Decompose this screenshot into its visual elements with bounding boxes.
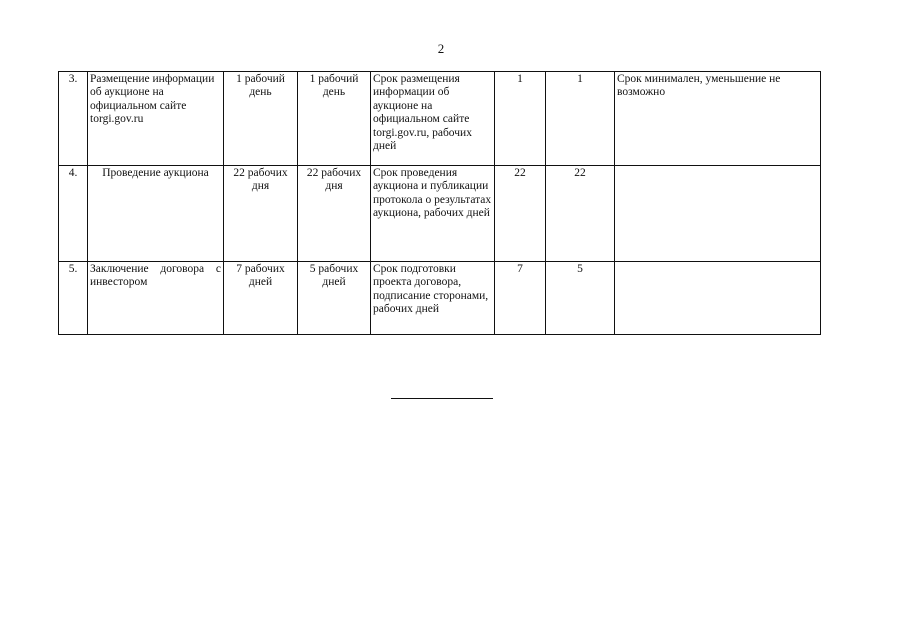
indicator-description: Срок размещения информации об аукционе на официальном сайте torgi.gov.ru, рабочих дней	[371, 72, 495, 166]
table-row	[59, 262, 821, 335]
stage-name: Размещение информации об аукционе на официальном сайте torgi.gov.ru	[88, 72, 224, 166]
stage-name: Проведение аукциона	[88, 166, 224, 262]
table-row	[59, 166, 821, 262]
current-term: 7 рабочих дней	[224, 262, 298, 335]
target-term: 22 рабочих дня	[298, 166, 371, 262]
indicator-current-value: 7	[495, 262, 546, 335]
table-row	[59, 72, 821, 166]
closing-divider	[391, 398, 493, 399]
note: Срок минимален, уменьшение не возможно	[615, 72, 821, 166]
note	[615, 166, 821, 262]
indicator-description: Срок подготовки проекта договора, подписание сторонами, рабочих дней	[371, 262, 495, 335]
indicator-target-value: 22	[546, 166, 615, 262]
indicator-description: Срок проведения аукциона и публикации протокола о результатах аукциона, рабочих дней	[371, 166, 495, 262]
page-number: 2	[437, 41, 445, 56]
target-term: 1 рабочий день	[298, 72, 371, 166]
current-term: 22 рабочих дня	[224, 166, 298, 262]
indicator-target-value: 5	[546, 262, 615, 335]
row-number: 4.	[59, 166, 88, 262]
indicator-current-value: 22	[495, 166, 546, 262]
row-number: 5.	[59, 262, 88, 335]
note	[615, 262, 821, 335]
row-number: 3.	[59, 72, 88, 166]
indicator-target-value: 1	[546, 72, 615, 166]
indicator-current-value: 1	[495, 72, 546, 166]
current-term: 1 рабочий день	[224, 72, 298, 166]
stage-name: Заключение договора с инвестором	[88, 262, 224, 335]
procedure-table	[58, 71, 821, 335]
target-term: 5 рабочих дней	[298, 262, 371, 335]
